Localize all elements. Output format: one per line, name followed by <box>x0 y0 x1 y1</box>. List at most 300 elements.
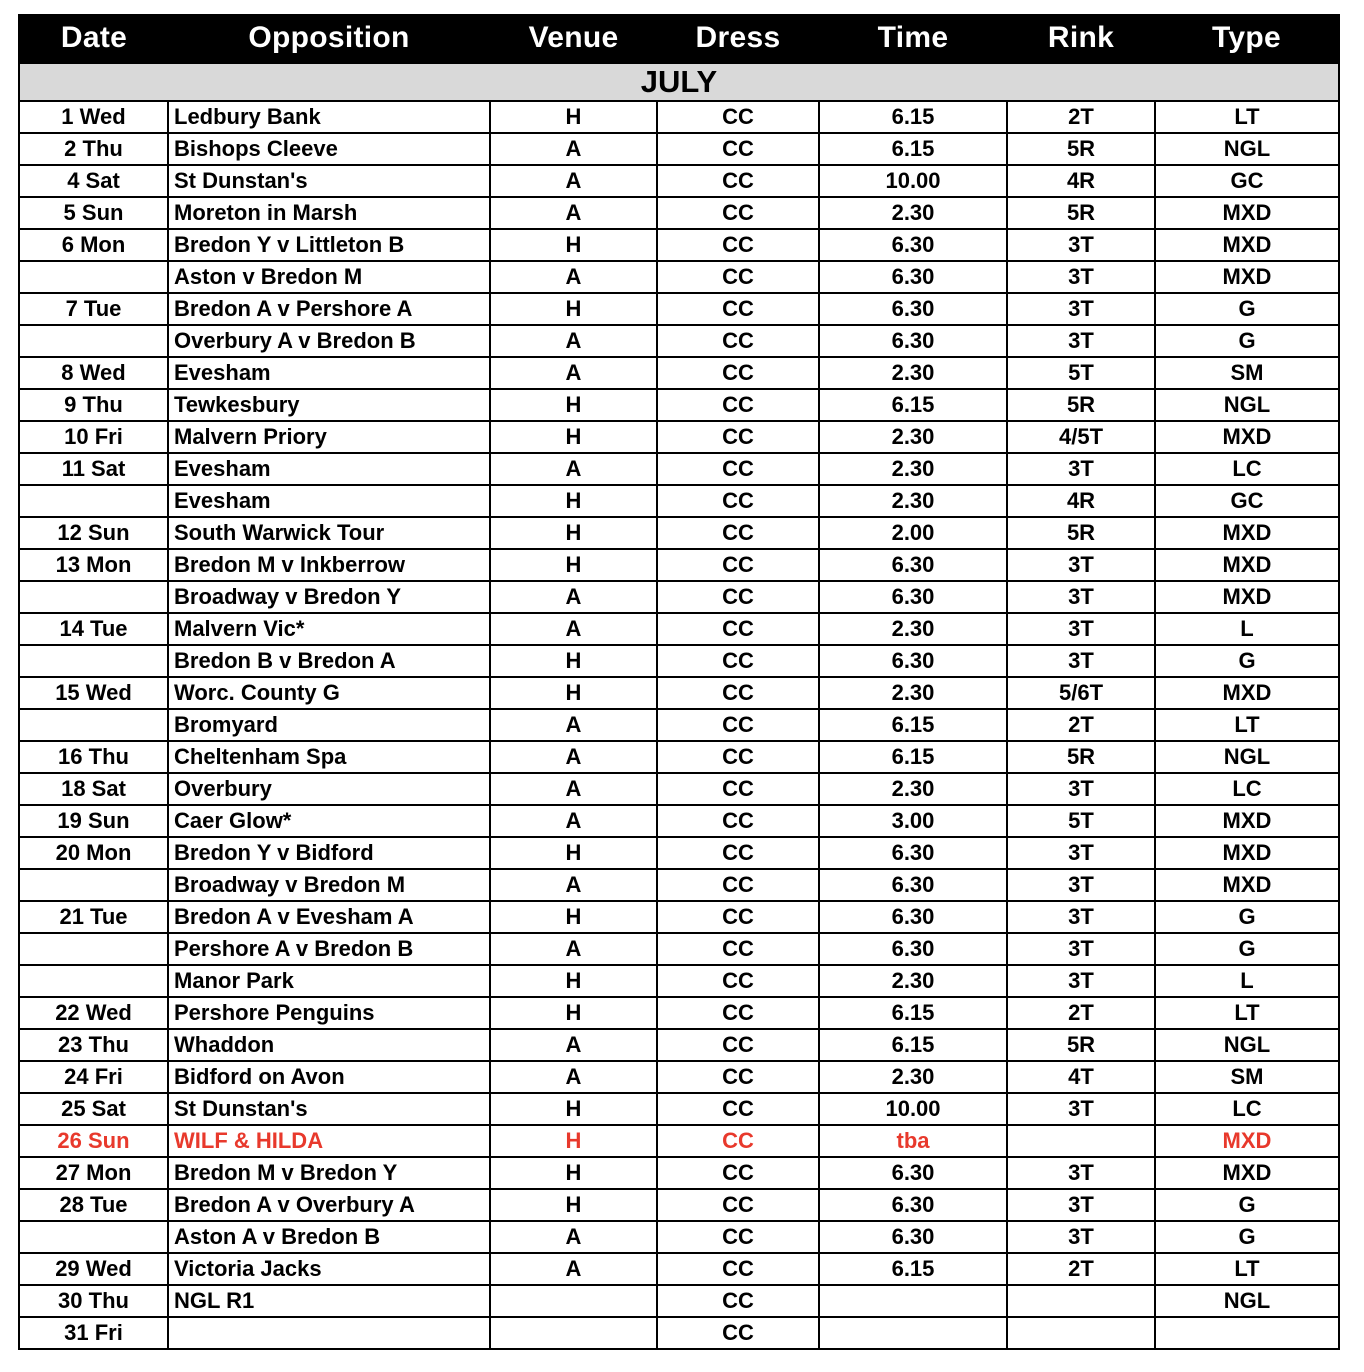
cell-time: 6.30 <box>819 293 1007 325</box>
table-row <box>20 997 1338 1029</box>
cell-rink: 3T <box>1007 1221 1155 1253</box>
cell-opposition: Bredon M v Bredon Y <box>168 1157 490 1189</box>
cell-opposition: Bishops Cleeve <box>168 133 490 165</box>
cell-date: 8 Wed <box>20 357 168 389</box>
cell-type: GC <box>1155 485 1338 517</box>
cell-rink: 3T <box>1007 229 1155 261</box>
cell-date <box>20 325 168 357</box>
cell-time: 6.30 <box>819 1157 1007 1189</box>
table-row <box>20 1317 1338 1348</box>
cell-type: L <box>1155 613 1338 645</box>
cell-time: 6.30 <box>819 581 1007 613</box>
cell-venue <box>490 1317 657 1348</box>
cell-dress: CC <box>657 613 819 645</box>
cell-type: MXD <box>1155 421 1338 453</box>
table-row <box>20 837 1338 869</box>
cell-date: 27 Mon <box>20 1157 168 1189</box>
cell-time: 2.30 <box>819 197 1007 229</box>
cell-rink: 3T <box>1007 453 1155 485</box>
cell-venue: A <box>490 1221 657 1253</box>
cell-dress: CC <box>657 517 819 549</box>
table-row <box>20 613 1338 645</box>
cell-date: 23 Thu <box>20 1029 168 1061</box>
cell-venue: H <box>490 517 657 549</box>
cell-venue: H <box>490 677 657 709</box>
cell-dress: CC <box>657 869 819 901</box>
cell-time: 2.30 <box>819 453 1007 485</box>
cell-date: 21 Tue <box>20 901 168 933</box>
cell-date: 13 Mon <box>20 549 168 581</box>
cell-type: G <box>1155 293 1338 325</box>
cell-dress: CC <box>657 645 819 677</box>
cell-type: G <box>1155 1221 1338 1253</box>
cell-venue: A <box>490 1061 657 1093</box>
table-row <box>20 101 1338 133</box>
cell-date: 2 Thu <box>20 133 168 165</box>
table-row <box>20 261 1338 293</box>
cell-dress: CC <box>657 1125 819 1157</box>
cell-dress: CC <box>657 1029 819 1061</box>
cell-type: SM <box>1155 357 1338 389</box>
table-row <box>20 549 1338 581</box>
table-row <box>20 293 1338 325</box>
cell-opposition: Victoria Jacks <box>168 1253 490 1285</box>
cell-rink: 3T <box>1007 293 1155 325</box>
cell-date: 18 Sat <box>20 773 168 805</box>
cell-time: 3.00 <box>819 805 1007 837</box>
cell-venue: A <box>490 1029 657 1061</box>
cell-date: 15 Wed <box>20 677 168 709</box>
cell-venue: H <box>490 1125 657 1157</box>
cell-rink: 3T <box>1007 773 1155 805</box>
cell-date: 11 Sat <box>20 453 168 485</box>
cell-rink: 2T <box>1007 101 1155 133</box>
fixture-table <box>20 14 1338 1348</box>
cell-venue: A <box>490 1253 657 1285</box>
cell-date: 29 Wed <box>20 1253 168 1285</box>
cell-opposition: Overbury A v Bredon B <box>168 325 490 357</box>
cell-date <box>20 581 168 613</box>
cell-opposition: Manor Park <box>168 965 490 997</box>
cell-venue: H <box>490 421 657 453</box>
table-row <box>20 709 1338 741</box>
cell-dress: CC <box>657 901 819 933</box>
cell-rink: 3T <box>1007 549 1155 581</box>
cell-venue: H <box>490 485 657 517</box>
cell-type: NGL <box>1155 389 1338 421</box>
cell-date: 31 Fri <box>64 1320 123 1345</box>
cell-type: MXD <box>1155 805 1338 837</box>
cell-type: LT <box>1155 101 1338 133</box>
table-row <box>20 165 1338 197</box>
fixture-sheet <box>18 14 1340 1350</box>
cell-opposition: St Dunstan's <box>168 165 490 197</box>
cell-dress: CC <box>657 549 819 581</box>
cell-type: LT <box>1155 997 1338 1029</box>
cell-opposition: Whaddon <box>168 1029 490 1061</box>
cell-opposition: Malvern Priory <box>168 421 490 453</box>
cell-rink: 4R <box>1007 485 1155 517</box>
cell-date: 28 Tue <box>20 1189 168 1221</box>
cell-dress: CC <box>657 1253 819 1285</box>
cell-type: G <box>1155 645 1338 677</box>
cell-venue: H <box>490 645 657 677</box>
cell-rink <box>1007 1125 1155 1157</box>
cell-rink: 3T <box>1007 837 1155 869</box>
cell-time: 6.30 <box>819 933 1007 965</box>
cell-date: 30 Thu <box>20 1285 168 1317</box>
cell-time: 10.00 <box>819 165 1007 197</box>
cell-time: tba <box>819 1125 1007 1157</box>
cell-rink: 4/5T <box>1007 421 1155 453</box>
cell-time: 6.30 <box>819 901 1007 933</box>
fixture-body <box>20 63 1338 1348</box>
cell-rink: 5R <box>1007 197 1155 229</box>
cell-type: MXD <box>1155 869 1338 901</box>
cell-venue: A <box>490 165 657 197</box>
cell-type: MXD <box>1155 581 1338 613</box>
cell-date: 19 Sun <box>20 805 168 837</box>
cell-rink: 2T <box>1007 997 1155 1029</box>
header-time: Time <box>819 14 1007 63</box>
cell-opposition: Bredon B v Bredon A <box>168 645 490 677</box>
cell-dress: CC <box>657 1221 819 1253</box>
cell-date: 14 Tue <box>20 613 168 645</box>
cell-rink <box>1007 1285 1155 1317</box>
cell-time: 6.15 <box>819 133 1007 165</box>
cell-venue: A <box>490 133 657 165</box>
cell-time: 6.30 <box>819 549 1007 581</box>
cell-rink: 3T <box>1007 645 1155 677</box>
cell-venue: A <box>490 805 657 837</box>
table-row <box>20 1157 1338 1189</box>
cell-time: 6.30 <box>819 229 1007 261</box>
table-row <box>20 773 1338 805</box>
cell-rink: 3T <box>1007 261 1155 293</box>
cell-venue: A <box>490 357 657 389</box>
cell-opposition: South Warwick Tour <box>168 517 490 549</box>
table-row <box>20 933 1338 965</box>
cell-dress: CC <box>657 709 819 741</box>
cell-opposition <box>168 1317 490 1348</box>
cell-opposition: Malvern Vic* <box>168 613 490 645</box>
cell-venue: A <box>490 741 657 773</box>
cell-time: 6.30 <box>819 837 1007 869</box>
cell-time: 6.15 <box>819 389 1007 421</box>
cell-time: 6.15 <box>819 997 1007 1029</box>
table-row <box>20 1125 1338 1157</box>
cell-rink: 5T <box>1007 805 1155 837</box>
cell-date: 20 Mon <box>20 837 168 869</box>
cell-rink: 3T <box>1007 933 1155 965</box>
cell-date: 4 Sat <box>20 165 168 197</box>
cell-type: MXD <box>1155 1157 1338 1189</box>
cell-date <box>20 965 168 997</box>
cell-dress: CC <box>657 101 819 133</box>
cell-venue: H <box>490 1093 657 1125</box>
table-row <box>20 581 1338 613</box>
cell-type: MXD <box>1155 549 1338 581</box>
cell-venue: A <box>490 709 657 741</box>
header-type: Type <box>1155 14 1338 63</box>
cell-dress: CC <box>657 581 819 613</box>
cell-venue: H <box>490 1189 657 1221</box>
table-row <box>20 1189 1338 1221</box>
cell-date: 6 Mon <box>20 229 168 261</box>
cell-type: LT <box>1155 709 1338 741</box>
cell-time: 6.15 <box>819 741 1007 773</box>
cell-time: 6.30 <box>819 1221 1007 1253</box>
table-row <box>20 357 1338 389</box>
cell-rink: 3T <box>1007 965 1155 997</box>
cell-date <box>20 645 168 677</box>
table-row <box>20 517 1338 549</box>
cell-date <box>20 933 168 965</box>
cell-time: 6.15 <box>819 709 1007 741</box>
cell-dress: CC <box>657 421 819 453</box>
cell-dress: CC <box>657 165 819 197</box>
table-row <box>20 965 1338 997</box>
cell-time: 6.30 <box>819 325 1007 357</box>
cell-dress: CC <box>657 741 819 773</box>
table-row <box>20 805 1338 837</box>
cell-dress: CC <box>657 197 819 229</box>
cell-time: 6.30 <box>819 1189 1007 1221</box>
cell-rink: 3T <box>1007 901 1155 933</box>
cell-rink: 5R <box>1007 1029 1155 1061</box>
cell-opposition: St Dunstan's <box>168 1093 490 1125</box>
cell-type: NGL <box>1155 1029 1338 1061</box>
cell-type: L <box>1155 965 1338 997</box>
cell-time <box>819 1285 1007 1317</box>
cell-type: GC <box>1155 165 1338 197</box>
cell-type: MXD <box>1155 197 1338 229</box>
cell-time: 6.30 <box>819 261 1007 293</box>
cell-date: 5 Sun <box>20 197 168 229</box>
cell-opposition: Bredon M v Inkberrow <box>168 549 490 581</box>
cell-rink: 3T <box>1007 581 1155 613</box>
month-label: JULY <box>20 63 1338 101</box>
cell-time: 10.00 <box>819 1093 1007 1125</box>
cell-time: 2.30 <box>819 677 1007 709</box>
cell-date: 7 Tue <box>20 293 168 325</box>
cell-rink: 5R <box>1007 517 1155 549</box>
cell-dress: CC <box>657 773 819 805</box>
cell-opposition: Tewkesbury <box>168 389 490 421</box>
cell-opposition: Bredon A v Overbury A <box>168 1189 490 1221</box>
cell-type: MXD <box>1155 517 1338 549</box>
month-row <box>20 63 1338 101</box>
cell-venue: A <box>490 325 657 357</box>
cell-rink: 3T <box>1007 1157 1155 1189</box>
cell-type: G <box>1155 1189 1338 1221</box>
cell-opposition: Bredon A v Pershore A <box>168 293 490 325</box>
cell-dress: CC <box>657 453 819 485</box>
cell-rink: 5T <box>1007 357 1155 389</box>
cell-dress: CC <box>657 1093 819 1125</box>
cell-type: NGL <box>1155 741 1338 773</box>
cell-type <box>1155 1317 1338 1348</box>
cell-rink: 3T <box>1007 869 1155 901</box>
cell-date <box>20 261 168 293</box>
cell-opposition: Broadway v Bredon Y <box>168 581 490 613</box>
table-row <box>20 1253 1338 1285</box>
cell-time: 6.15 <box>819 1029 1007 1061</box>
cell-rink: 2T <box>1007 709 1155 741</box>
table-row <box>20 421 1338 453</box>
cell-dress: CC <box>657 325 819 357</box>
cell-opposition: Evesham <box>168 357 490 389</box>
cell-opposition: Worc. County G <box>168 677 490 709</box>
cell-dress: CC <box>657 1317 819 1348</box>
cell-venue: A <box>490 453 657 485</box>
cell-dress: CC <box>657 229 819 261</box>
cell-date <box>20 709 168 741</box>
cell-date: 12 Sun <box>20 517 168 549</box>
table-row <box>20 1029 1338 1061</box>
cell-opposition: Pershore Penguins <box>168 997 490 1029</box>
cell-type: NGL <box>1155 1285 1338 1317</box>
cell-time: 6.15 <box>819 1253 1007 1285</box>
cell-opposition: Evesham <box>168 485 490 517</box>
cell-dress: CC <box>657 805 819 837</box>
cell-opposition: Bredon A v Evesham A <box>168 901 490 933</box>
cell-venue: H <box>490 997 657 1029</box>
cell-date: 25 Sat <box>20 1093 168 1125</box>
cell-dress: CC <box>657 1061 819 1093</box>
cell-rink: 4R <box>1007 165 1155 197</box>
cell-date: 1 Wed <box>20 101 168 133</box>
cell-date <box>20 485 168 517</box>
cell-venue: H <box>490 101 657 133</box>
cell-opposition: NGL R1 <box>168 1285 490 1317</box>
cell-opposition: Bredon Y v Littleton B <box>168 229 490 261</box>
cell-dress: CC <box>657 389 819 421</box>
table-row <box>20 1285 1338 1317</box>
cell-dress: CC <box>657 133 819 165</box>
table-row <box>20 325 1338 357</box>
cell-type: G <box>1155 325 1338 357</box>
cell-dress: CC <box>657 933 819 965</box>
header-row <box>20 14 1338 63</box>
cell-opposition: Broadway v Bredon M <box>168 869 490 901</box>
cell-time: 2.30 <box>819 773 1007 805</box>
cell-type: NGL <box>1155 133 1338 165</box>
cell-type: G <box>1155 933 1338 965</box>
cell-dress: CC <box>657 677 819 709</box>
cell-rink: 5R <box>1007 133 1155 165</box>
cell-type: MXD <box>1155 837 1338 869</box>
cell-time: 6.30 <box>819 645 1007 677</box>
cell-venue: A <box>490 773 657 805</box>
table-row <box>20 1221 1338 1253</box>
cell-date: 10 Fri <box>20 421 168 453</box>
cell-dress: CC <box>657 485 819 517</box>
cell-opposition: Aston v Bredon M <box>168 261 490 293</box>
cell-time: 2.30 <box>819 1061 1007 1093</box>
cell-date: 9 Thu <box>20 389 168 421</box>
cell-type: MXD <box>1155 261 1338 293</box>
cell-rink: 2T <box>1007 1253 1155 1285</box>
cell-opposition: Cheltenham Spa <box>168 741 490 773</box>
table-row <box>20 453 1338 485</box>
cell-opposition: Ledbury Bank <box>168 101 490 133</box>
cell-type: MXD <box>1155 229 1338 261</box>
cell-type: LC <box>1155 453 1338 485</box>
cell-venue: H <box>490 229 657 261</box>
table-row <box>20 229 1338 261</box>
cell-dress: CC <box>657 357 819 389</box>
cell-type: MXD <box>1155 677 1338 709</box>
cell-time: 2.30 <box>819 965 1007 997</box>
table-row <box>20 645 1338 677</box>
cell-dress: CC <box>657 997 819 1029</box>
table-row <box>20 485 1338 517</box>
cell-venue: A <box>490 933 657 965</box>
cell-dress: CC <box>657 837 819 869</box>
table-row <box>20 1061 1338 1093</box>
cell-rink: 3T <box>1007 1093 1155 1125</box>
table-row <box>20 869 1338 901</box>
cell-rink: 4T <box>1007 1061 1155 1093</box>
cell-rink: 5R <box>1007 741 1155 773</box>
header-dress: Dress <box>657 14 819 63</box>
cell-dress: CC <box>657 261 819 293</box>
cell-venue: H <box>490 837 657 869</box>
table-row <box>20 901 1338 933</box>
cell-opposition: Evesham <box>168 453 490 485</box>
cell-rink: 5R <box>1007 389 1155 421</box>
table-row <box>20 677 1338 709</box>
cell-venue: A <box>490 869 657 901</box>
cell-type: SM <box>1155 1061 1338 1093</box>
cell-venue: A <box>490 581 657 613</box>
cell-opposition: Bromyard <box>168 709 490 741</box>
cell-venue: H <box>490 293 657 325</box>
cell-type: G <box>1155 901 1338 933</box>
table-row <box>20 741 1338 773</box>
cell-opposition: Pershore A v Bredon B <box>168 933 490 965</box>
cell-rink: 3T <box>1007 1189 1155 1221</box>
cell-venue: H <box>490 1157 657 1189</box>
cell-type: LT <box>1155 1253 1338 1285</box>
cell-opposition: Overbury <box>168 773 490 805</box>
header-venue: Venue <box>490 14 657 63</box>
cell-type: MXD <box>1155 1125 1338 1157</box>
header-rink: Rink <box>1007 14 1155 63</box>
cell-venue <box>490 1285 657 1317</box>
cell-dress: CC <box>657 965 819 997</box>
cell-opposition: Bredon Y v Bidford <box>168 837 490 869</box>
cell-time: 2.30 <box>819 421 1007 453</box>
cell-time: 2.30 <box>819 613 1007 645</box>
cell-venue: H <box>490 549 657 581</box>
header-date: Date <box>20 14 168 63</box>
cell-dress: CC <box>657 293 819 325</box>
cell-venue: A <box>490 197 657 229</box>
cell-venue: H <box>490 901 657 933</box>
cell-time: 6.30 <box>819 869 1007 901</box>
cell-time: 2.30 <box>819 357 1007 389</box>
cell-rink: 5/6T <box>1007 677 1155 709</box>
cell-type: LC <box>1155 1093 1338 1125</box>
cell-time: 2.30 <box>819 485 1007 517</box>
cell-type: LC <box>1155 773 1338 805</box>
cell-date: 26 Sun <box>20 1125 168 1157</box>
table-row <box>20 133 1338 165</box>
cell-time <box>819 1317 1007 1348</box>
cell-date: 22 Wed <box>20 997 168 1029</box>
